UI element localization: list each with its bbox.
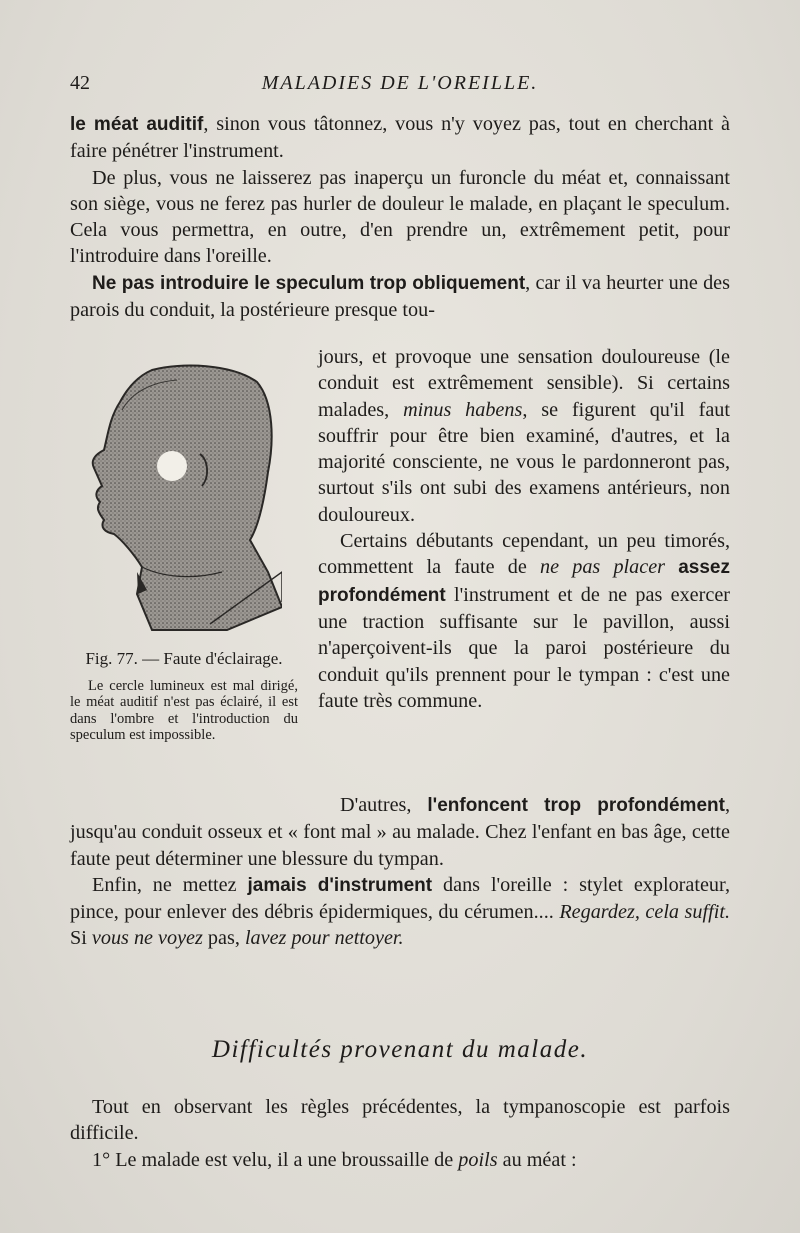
text: au méat : bbox=[497, 1148, 577, 1171]
page-number: 42 bbox=[70, 72, 90, 94]
figure-caption bbox=[70, 648, 298, 744]
text: dans l'oreille : stylet explorateur, pince, pour enlever des débris épidermiques, du cérumen.... bbox=[70, 873, 730, 924]
running-title: MALADIES DE L'OREILLE. bbox=[261, 72, 539, 94]
text: , jusqu'au conduit osseux et « font mal » au malade. Chez l'enfant en bas âge, cette faute peut déterminer une blessure du tympan. bbox=[70, 794, 731, 870]
italic-phrase: ne pas placer bbox=[540, 556, 666, 579]
text: jours, et provoque une sensation douloureuse (le conduit est extrêmement sensible). Si certains malades, bbox=[318, 346, 730, 421]
page-header bbox=[70, 72, 730, 102]
italic-phrase: vous ne voyez bbox=[91, 927, 203, 950]
text: Enfin, ne mettez bbox=[92, 873, 248, 896]
text: D'autres, bbox=[340, 794, 428, 816]
paragraph-6 bbox=[70, 872, 730, 952]
figure-head-silhouette bbox=[82, 362, 282, 634]
head-shape bbox=[93, 366, 282, 630]
text: , sinon vous tâtonnez, vous n'y voyez pas, tout en cherchant à faire pénétrer l'instrument. bbox=[70, 113, 731, 163]
text: Certains débutants cependant, un peu timorés, commettent la faute de bbox=[318, 530, 730, 579]
paragraph-8 bbox=[70, 1147, 730, 1173]
paragraph-3-continued bbox=[318, 344, 730, 528]
paragraph-4 bbox=[318, 528, 730, 714]
text: , car il va heurter une des parois du conduit, la postérieure presque tou- bbox=[70, 271, 730, 322]
italic-phrase: Regardez, cela suffit. bbox=[559, 901, 730, 924]
bold-phrase: Ne pas introduire le speculum trop obliquement bbox=[92, 272, 526, 294]
bold-phrase: jamais d'instrument bbox=[247, 874, 433, 896]
text: pas, bbox=[202, 927, 245, 950]
italic-phrase: poils bbox=[458, 1148, 498, 1171]
figure-description: Le cercle lumineux est mal dirigé, le méat auditif n'est pas éclairé, il est dans l'ombre et l'introduction du speculum est impossible. bbox=[70, 678, 298, 744]
italic-phrase: minus habens bbox=[403, 398, 523, 421]
light-circle bbox=[157, 451, 187, 481]
text-block-bottom bbox=[70, 1094, 730, 1173]
text-block-top bbox=[70, 111, 730, 323]
section-heading: Difficultés provenant du malade. bbox=[211, 1036, 589, 1063]
paragraph-7: Tout en observant les règles précédentes, la tympanoscopie est parfois difficile. bbox=[70, 1096, 730, 1145]
paragraph-5 bbox=[70, 792, 730, 872]
bold-phrase: l'enfoncent trop profondément bbox=[427, 795, 725, 816]
italic-phrase: lavez pour nettoyer. bbox=[244, 927, 404, 950]
text-block-middle bbox=[70, 792, 730, 952]
paragraph-3 bbox=[70, 270, 730, 324]
text-wrap-column bbox=[318, 344, 730, 714]
bold-phrase: assez profondément bbox=[318, 557, 731, 606]
bold-phrase: le méat auditif bbox=[70, 114, 204, 135]
paragraph-2: De plus, vous ne laisserez pas inaperçu un furoncle du méat et, connaissant son siège, vous ne ferez pas hurler de douleur le malade, en plaçant le speculum. Cela vous permettra, en outre, d'en prendre un, extrêmement petit, pour l'introduire dans l'oreille. bbox=[70, 166, 730, 268]
text: Si bbox=[70, 927, 92, 950]
text: , se figurent qu'il faut souffrir pour être bien examiné, d'autres, et la majorité consciente, ne vous le pardonneront pas, surtout s'ils ont subi des examens antérieurs, non douloureux. bbox=[318, 398, 730, 526]
text: 1° Le malade est velu, il a une broussaille de bbox=[92, 1148, 459, 1171]
paragraph-1 bbox=[70, 111, 730, 165]
text: l'instrument et de ne pas exercer une traction suffisante sur le pavillon, aussi n'aperçoivent-ils que la paroi postérieure du conduit qu'ils prennent pour le tympan : c'est une faute très commune. bbox=[318, 583, 730, 712]
figure-title: Fig. 77. — Faute d'éclairage. bbox=[85, 649, 283, 668]
profile-illustration bbox=[82, 362, 282, 634]
